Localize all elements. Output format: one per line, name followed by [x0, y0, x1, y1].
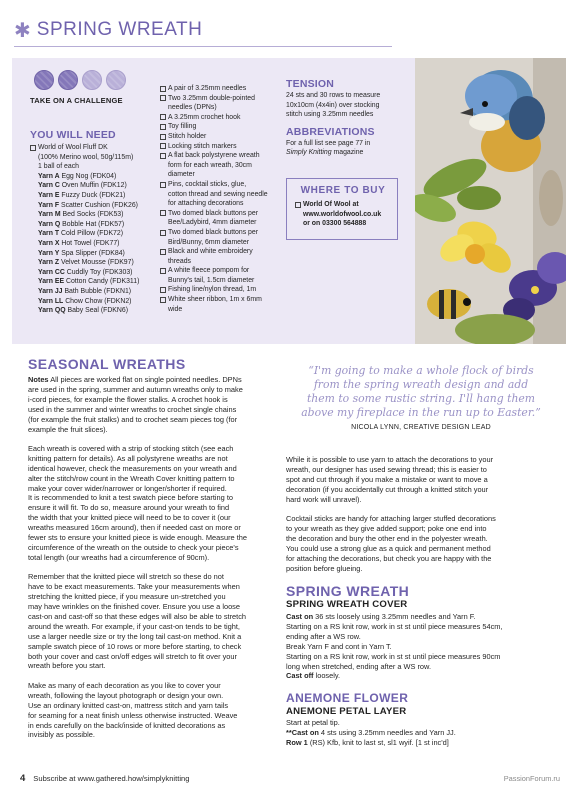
section-heading: YOU WILL NEED: [30, 129, 116, 141]
paragraph: Each wreath is covered with a strip of stocking stitch (see each knitting pattern for details). As all polystyrene wreaths are not identical however, check the measurements on your wreath and alter the stitch/row count in the Wreath Cover knitting pattern to make your cover wider/narrower or longer/shorter if required. It is recommended to knit a test swatch piece before starting to ensure it will fit. To do so, measure around your wreath to find the width that your knitted piece will need to be to cover it (our wreaths measured 16cm around), then if needed cast on more or fewer sts to ensure your knitted piece is wide enough. Measure the circumference of the wreath on the outside to check your piece's total length (our wreaths had a circumference of 90cm).: [28, 443, 247, 562]
paragraph: Remember that the knitted piece will stretch so these do not have to be exact measurements. Take your measurements when stretching the knitted piece, if you measure un-stretched you may have wrinkles on the finished cover. Ensure you use a loose cast-on and cast-off so that these edges will also be able to stretch around the wreath. For example, if your cast-on tends to be tight, use a larger needle size or try the long tail cast-on method. Knit a sample swatch piece of 10 rows or more before starting, to check both your cover and cast on/off edges will stretch to fit over your wreath before you start.: [28, 572, 247, 671]
checklist-item: Two domed black buttons per: [160, 209, 282, 219]
difficulty-rating: [34, 70, 126, 94]
checkbox-icon: [160, 143, 166, 149]
yarn-item: Yarn CC Cuddly Toy (FDK303): [38, 268, 133, 276]
checkbox-icon: [160, 95, 166, 101]
sub-heading: ANEMONE PETAL LAYER: [286, 706, 407, 718]
wreath-illustration: [415, 58, 566, 344]
watermark: PassionForum.ru: [503, 773, 560, 783]
checklist-item: White sheer ribbon, 1m x 6mm: [160, 295, 282, 305]
yarn-ball-icon: [34, 70, 54, 90]
page-title: SPRING WREATH: [36, 19, 203, 40]
checklist-item-continued: Bunny's tail, 1.5cm diameter: [168, 276, 255, 284]
yarn-item: Yarn M Bed Socks (FDK53): [38, 211, 124, 219]
checkbox-icon: [160, 182, 166, 188]
checkbox-icon: [160, 210, 166, 216]
paragraph: While it is possible to use yarn to attach the decorations to your wreath, our designer has used sewing thread; this is easier to spot and cut through if you make a mistake or want to move a decoration (if you accidentally cut through a knitted stitch your hard work will unravel).: [286, 455, 494, 504]
you-will-need: YOU WILL NEED World of Wool Fluff DK (100% Merino wool, 50g/115m) 1 ball of each Yarn A Egg Nog (FDK04) Yarn C Oven Muffin (FDK12) Yarn E Fuzzy Duck (FDK21) Yarn F Scatter Cushion (FDK26) Yarn M Bed Socks (FDK53) Yarn Q Bobble Hat (FDK57) Yarn T Cold Pillow (FDK72) Yarn X Hot Towel (FDK77) Yarn Y Spa Slipper (FDK84) Yarn Z Velvet Mousse (FDK97) Yarn CC Cuddly Toy (FDK303) Yarn EE Cotton Candy (FDK311) Yarn JJ Bath Bubble (FDKN1) Yarn LL Chow Chow (FDKN2) Yarn QQ Baby Seal (FDKN6): [30, 129, 160, 316]
bird-eye-icon: [482, 101, 488, 107]
page-header: [14, 16, 202, 44]
checklist-item: A white fleece pompom for: [160, 266, 282, 276]
page-number: 4: [20, 772, 26, 784]
yarn-ball-icon: [58, 70, 78, 90]
yarn-ball-icon: [106, 70, 126, 90]
sub-heading: SPRING WREATH COVER: [286, 598, 408, 610]
yarn-item: Yarn T Cold Pillow (FDK72): [38, 230, 124, 238]
checkbox-icon: [160, 230, 166, 236]
checklist-item-continued: for attaching decorations: [168, 200, 244, 208]
yarn-item: Yarn Y Spa Slipper (FDK84): [38, 249, 125, 257]
asterisk-icon: ✱: [14, 18, 31, 42]
pattern-instructions: Start at petal tip. **Cast on 4 sts using 3.25mm needles and Yarn JJ. Row 1 (RS) Kfb, knit to last st, sl1 wyif. [1 st inc'd]: [286, 718, 456, 748]
checkbox-icon: [160, 153, 166, 159]
section-heading: SEASONAL WREATHS: [28, 356, 186, 372]
yarn-item: Yarn C Oven Muffin (FDK12): [38, 182, 127, 190]
where-to-buy-box: WHERE TO BUY World Of Wool at www.worldofwool.co.uk or on 03300 564888: [286, 178, 398, 240]
yarn-item: Yarn E Fuzzy Duck (FDK21): [38, 191, 126, 199]
checklist-item: World of Wool Fluff DK: [30, 143, 160, 153]
checkbox-icon: [160, 297, 166, 303]
subscribe-link[interactable]: Subscribe at www.gathered.how/simplyknitting: [33, 773, 190, 783]
paragraph: Notes All pieces are worked flat on single pointed needles. DPNs are used in the spring, summer and autumn wreaths only to make i-cord pieces, for example the flower stalks. A crochet hook is used in the summer and winter wreaths to crochet single chains (for example the fruit stalks) and to crochet seam pieces tog (for example the fruit slices).: [28, 375, 243, 434]
checklist-item-continued: needles (DPNs): [168, 104, 217, 112]
checklist-item: Two domed black buttons per: [160, 228, 282, 238]
yarn-item: Yarn X Hot Towel (FDK77): [38, 239, 120, 247]
checkbox-icon: [160, 249, 166, 255]
checklist-item: Locking stitch markers: [160, 142, 282, 152]
checklist-item: A pair of 3.25mm needles: [160, 84, 282, 94]
checklist-item-continued: diameter: [168, 171, 195, 179]
checklist-item: Stitch holder: [160, 132, 282, 142]
yarn-item: Yarn EE Cotton Candy (FDK311): [38, 278, 140, 286]
yarn-ball-icon: [82, 70, 102, 90]
checklist-item-continued: form for each wreath, 30cm: [168, 161, 252, 169]
section-heading: ABBREVIATIONS: [286, 125, 375, 138]
checkbox-icon: [160, 268, 166, 274]
page-footer: [20, 772, 560, 784]
yarn-item: Yarn A Egg Nog (FDK04): [38, 172, 117, 180]
pull-quote: “I'm going to make a whole flock of birds from the spring wreath design and add them to some rustic string. I'll hang them above my fireplace in the run up to Easter.”: [301, 364, 541, 419]
supplies-list: [160, 84, 282, 314]
section-heading: TENSION: [286, 78, 335, 90]
section-heading: SPRING WREATH: [286, 582, 410, 599]
seasonal-wreaths-section: [28, 356, 283, 750]
checklist-item: Fishing line/nylon thread, 1m: [160, 285, 282, 295]
paragraph: Make as many of each decoration as you like to cover your wreath, following the layout photograph or design your own. Use an ordinary knitted cast-on, mattress stitch and yarn tails for seaming for a neat finish unless otherwise instructed. Weave in ends carefully on the back/inside of knitted decorations as invisibly as possible.: [28, 680, 238, 740]
right-column: [286, 356, 556, 748]
checklist-item-continued: wide: [168, 305, 183, 313]
checkbox-icon: [160, 134, 166, 140]
checklist-item: Toy filling: [160, 122, 282, 132]
paragraph: Cocktail sticks are handy for attaching larger stuffed decorations to your wreath as they give added support; poke one end into the decoration and bury the other end in the polyester wreath. You could use a strong glue as a quick and permanent method for attaching the decorations, but check you are happy with the position before glueing.: [286, 514, 496, 573]
section-heading: ANEMONE FLOWER: [286, 691, 409, 706]
checklist-item: A 3.25mm crochet hook: [160, 113, 282, 123]
link-text[interactable]: www.worldofwool.co.uk: [303, 210, 382, 218]
header-divider: [14, 46, 392, 47]
checklist-item-continued: threads: [168, 257, 191, 265]
tension-section: TENSION 24 sts and 30 rows to measure 10x10cm (4x4in) over stocking stitch using 3.25mm needles ABBREVIATIONS For a full list see page 77 in Simply Knitting magazine: [286, 78, 416, 158]
wreath-photo: [415, 58, 566, 344]
bee: [427, 289, 471, 319]
yarn-item: Yarn Q Bobble Hat (FDK57): [38, 220, 125, 228]
checkbox-icon: [160, 114, 166, 120]
checkbox-icon: [160, 86, 166, 92]
checklist-item: A flat back polystyrene wreath: [160, 151, 282, 161]
checklist-item: Black and white embroidery: [160, 247, 282, 257]
checkbox-icon: [295, 202, 301, 208]
checkbox-icon: [160, 287, 166, 293]
difficulty-label: TAKE ON A CHALLENGE: [30, 96, 123, 105]
yarn-item: Yarn F Scatter Cushion (FDK26): [38, 201, 138, 209]
quote-attribution: NICOLA LYNN, CREATIVE DESIGN LEAD: [351, 424, 491, 431]
checklist-item-continued: Bird/Bunny, 6mm diameter: [168, 238, 250, 246]
checklist-item: Pins, cocktail sticks, glue,: [160, 180, 282, 190]
yarn-item: Yarn Z Velvet Mousse (FDK97): [38, 259, 134, 267]
pattern-instructions: Cast on 36 sts loosely using 3.25mm needles and Yarn F. Starting on a RS knit row, work in st st until piece measures 54cm, ending after a WS row. Break Yarn F and cont in Yarn T. Starting on a RS knit row, work in st st until piece measures 90cm long when stretched, ending after a WS row. Cast off loosely.: [286, 611, 503, 681]
yarn-item: Yarn QQ Baby Seal (FDKN6): [38, 307, 129, 315]
yarn-item: Yarn JJ Bath Bubble (FDKN1): [38, 287, 132, 295]
checklist-item: Two 3.25mm double-pointed: [160, 94, 282, 104]
yarn-item: Yarn LL Chow Chow (FDKN2): [38, 297, 132, 305]
checkbox-icon: [30, 145, 36, 151]
checklist-item-continued: cotton thread and sewing needle: [168, 190, 268, 198]
checklist-item-continued: Bee/Ladybird, 4mm diameter: [168, 219, 257, 227]
checkbox-icon: [160, 124, 166, 130]
section-heading: WHERE TO BUY: [300, 185, 386, 196]
